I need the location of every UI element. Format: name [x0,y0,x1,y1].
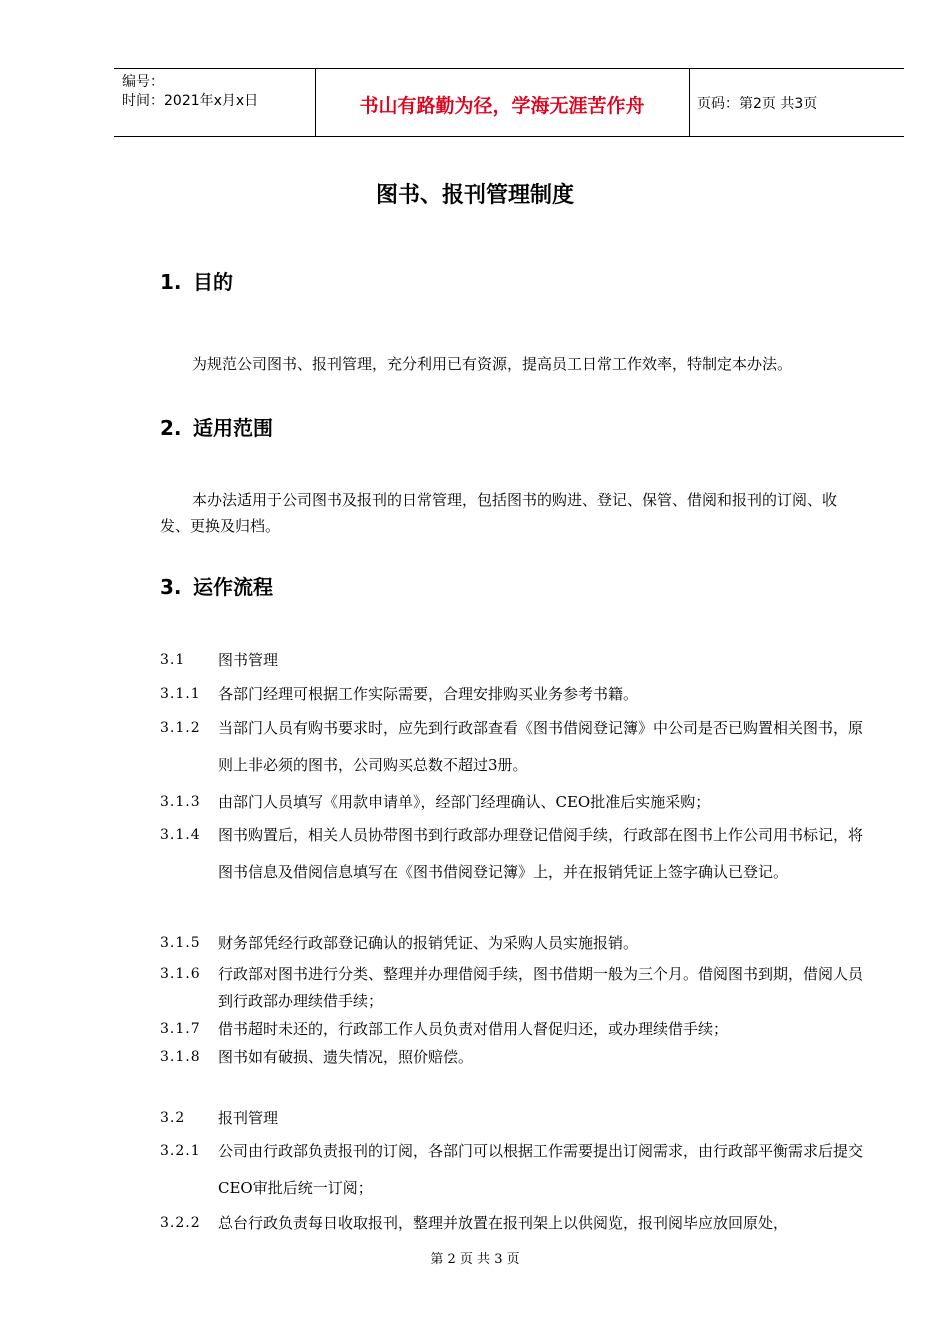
list-item [160,1133,865,1207]
item-number: 3.1.8 [160,1049,201,1065]
item-text: 图书购置后，相关人员协带图书到行政部办理登记借阅手续，行政部在图书上作公司用书标记，将图书信息及借阅信息填写在《图书借阅登记簿》上，并在报销凭证上签字确认已登记。 [218,826,864,881]
item-text: 图书管理 [218,651,279,669]
paragraph-purpose: 为规范公司图书、报刊管理，充分利用已有资源，提高员工日常工作效率，特制定本办法。 [192,355,793,373]
section-title: 适用范围 [193,416,273,440]
item-number: 3.1.5 [160,935,201,951]
item-text: 由部门人员填写《用款申请单》，经部门经理确认、CEO批准后实施采购； [218,793,711,811]
item-number: 3.2.1 [160,1143,201,1159]
section-number: 3. [160,575,182,599]
list-item [160,1047,865,1067]
item-text: 借书超时未还的，行政部工作人员负责对借用人督促归还，或办理续借手续； [218,1020,729,1038]
header-motto: 书山有路勤为径，学海无涯苦作舟 [359,95,645,117]
item-text: 报刊管理 [218,1109,279,1127]
list-item [160,792,865,812]
list-item [160,817,865,891]
serial-label: 编号： [122,74,164,90]
list-item [160,1108,865,1128]
list-item [160,710,865,784]
section-title: 目的 [193,270,233,294]
header-meta [122,73,258,111]
item-number: 3.1.7 [160,1021,201,1037]
section-title: 运作流程 [193,575,273,599]
item-number: 3.1.6 [160,966,201,982]
item-number: 3.1.3 [160,794,201,810]
item-text: 图书如有破损、遗失情况，照价赔偿。 [218,1048,474,1066]
paragraph-scope: 本办法适用于公司图书及报刊的日常管理，包括图书的购进、登记、保管、借阅和报刊的订阅、收发、更换及归档。 [160,491,838,535]
section-heading-scope [160,412,273,441]
section-heading-purpose [160,266,233,295]
list-item [160,650,865,670]
section-number: 2. [160,416,182,440]
item-number: 3.1.4 [160,827,201,843]
section-number: 1. [160,270,182,294]
item-number: 3.2 [160,1110,186,1126]
item-text: 公司由行政部负责报刊的订阅，各部门可以根据工作需要提出订阅需求，由行政部平衡需求后提交CEO审批后统一订阅； [218,1142,864,1197]
list-item [160,1019,865,1039]
item-text: 各部门经理可根据工作实际需要，合理安排购买业务参考书籍。 [218,685,639,703]
item-number: 3.1.1 [160,686,201,702]
document-header [114,68,904,137]
header-divider [689,69,690,136]
item-text: 当部门人员有购书要求时，应先到行政部查看《图书借阅登记簿》中公司是否已购置相关图书，原则上非必须的图书，公司购买总数不超过3册。 [218,719,864,774]
item-number: 3.1.2 [160,720,201,736]
list-item [160,1213,865,1233]
item-text: 行政部对图书进行分类、整理并办理借阅手续，图书借期一般为三个月。借阅图书到期，借阅人员到行政部办理续借手续； [218,965,864,1010]
item-number: 3.1 [160,652,186,668]
header-page-label: 页码：第2页 共3页 [697,96,818,112]
list-item [160,961,865,1015]
list-item [160,933,865,953]
section-heading-process [160,571,273,600]
list-item [160,684,865,704]
item-number: 3.2.2 [160,1215,201,1231]
document-title: 图书、报刊管理制度 [375,183,574,208]
time-label: 时间：2021年x月x日 [122,93,259,109]
item-text: 总台行政负责每日收取报刊，整理并放置在报刊架上以供阅览，报刊阅毕应放回原处， [218,1214,789,1232]
page-footer: 第 2 页 共 3 页 [430,1252,520,1267]
item-text: 财务部凭经行政部登记确认的报销凭证、为采购人员实施报销。 [218,934,639,952]
